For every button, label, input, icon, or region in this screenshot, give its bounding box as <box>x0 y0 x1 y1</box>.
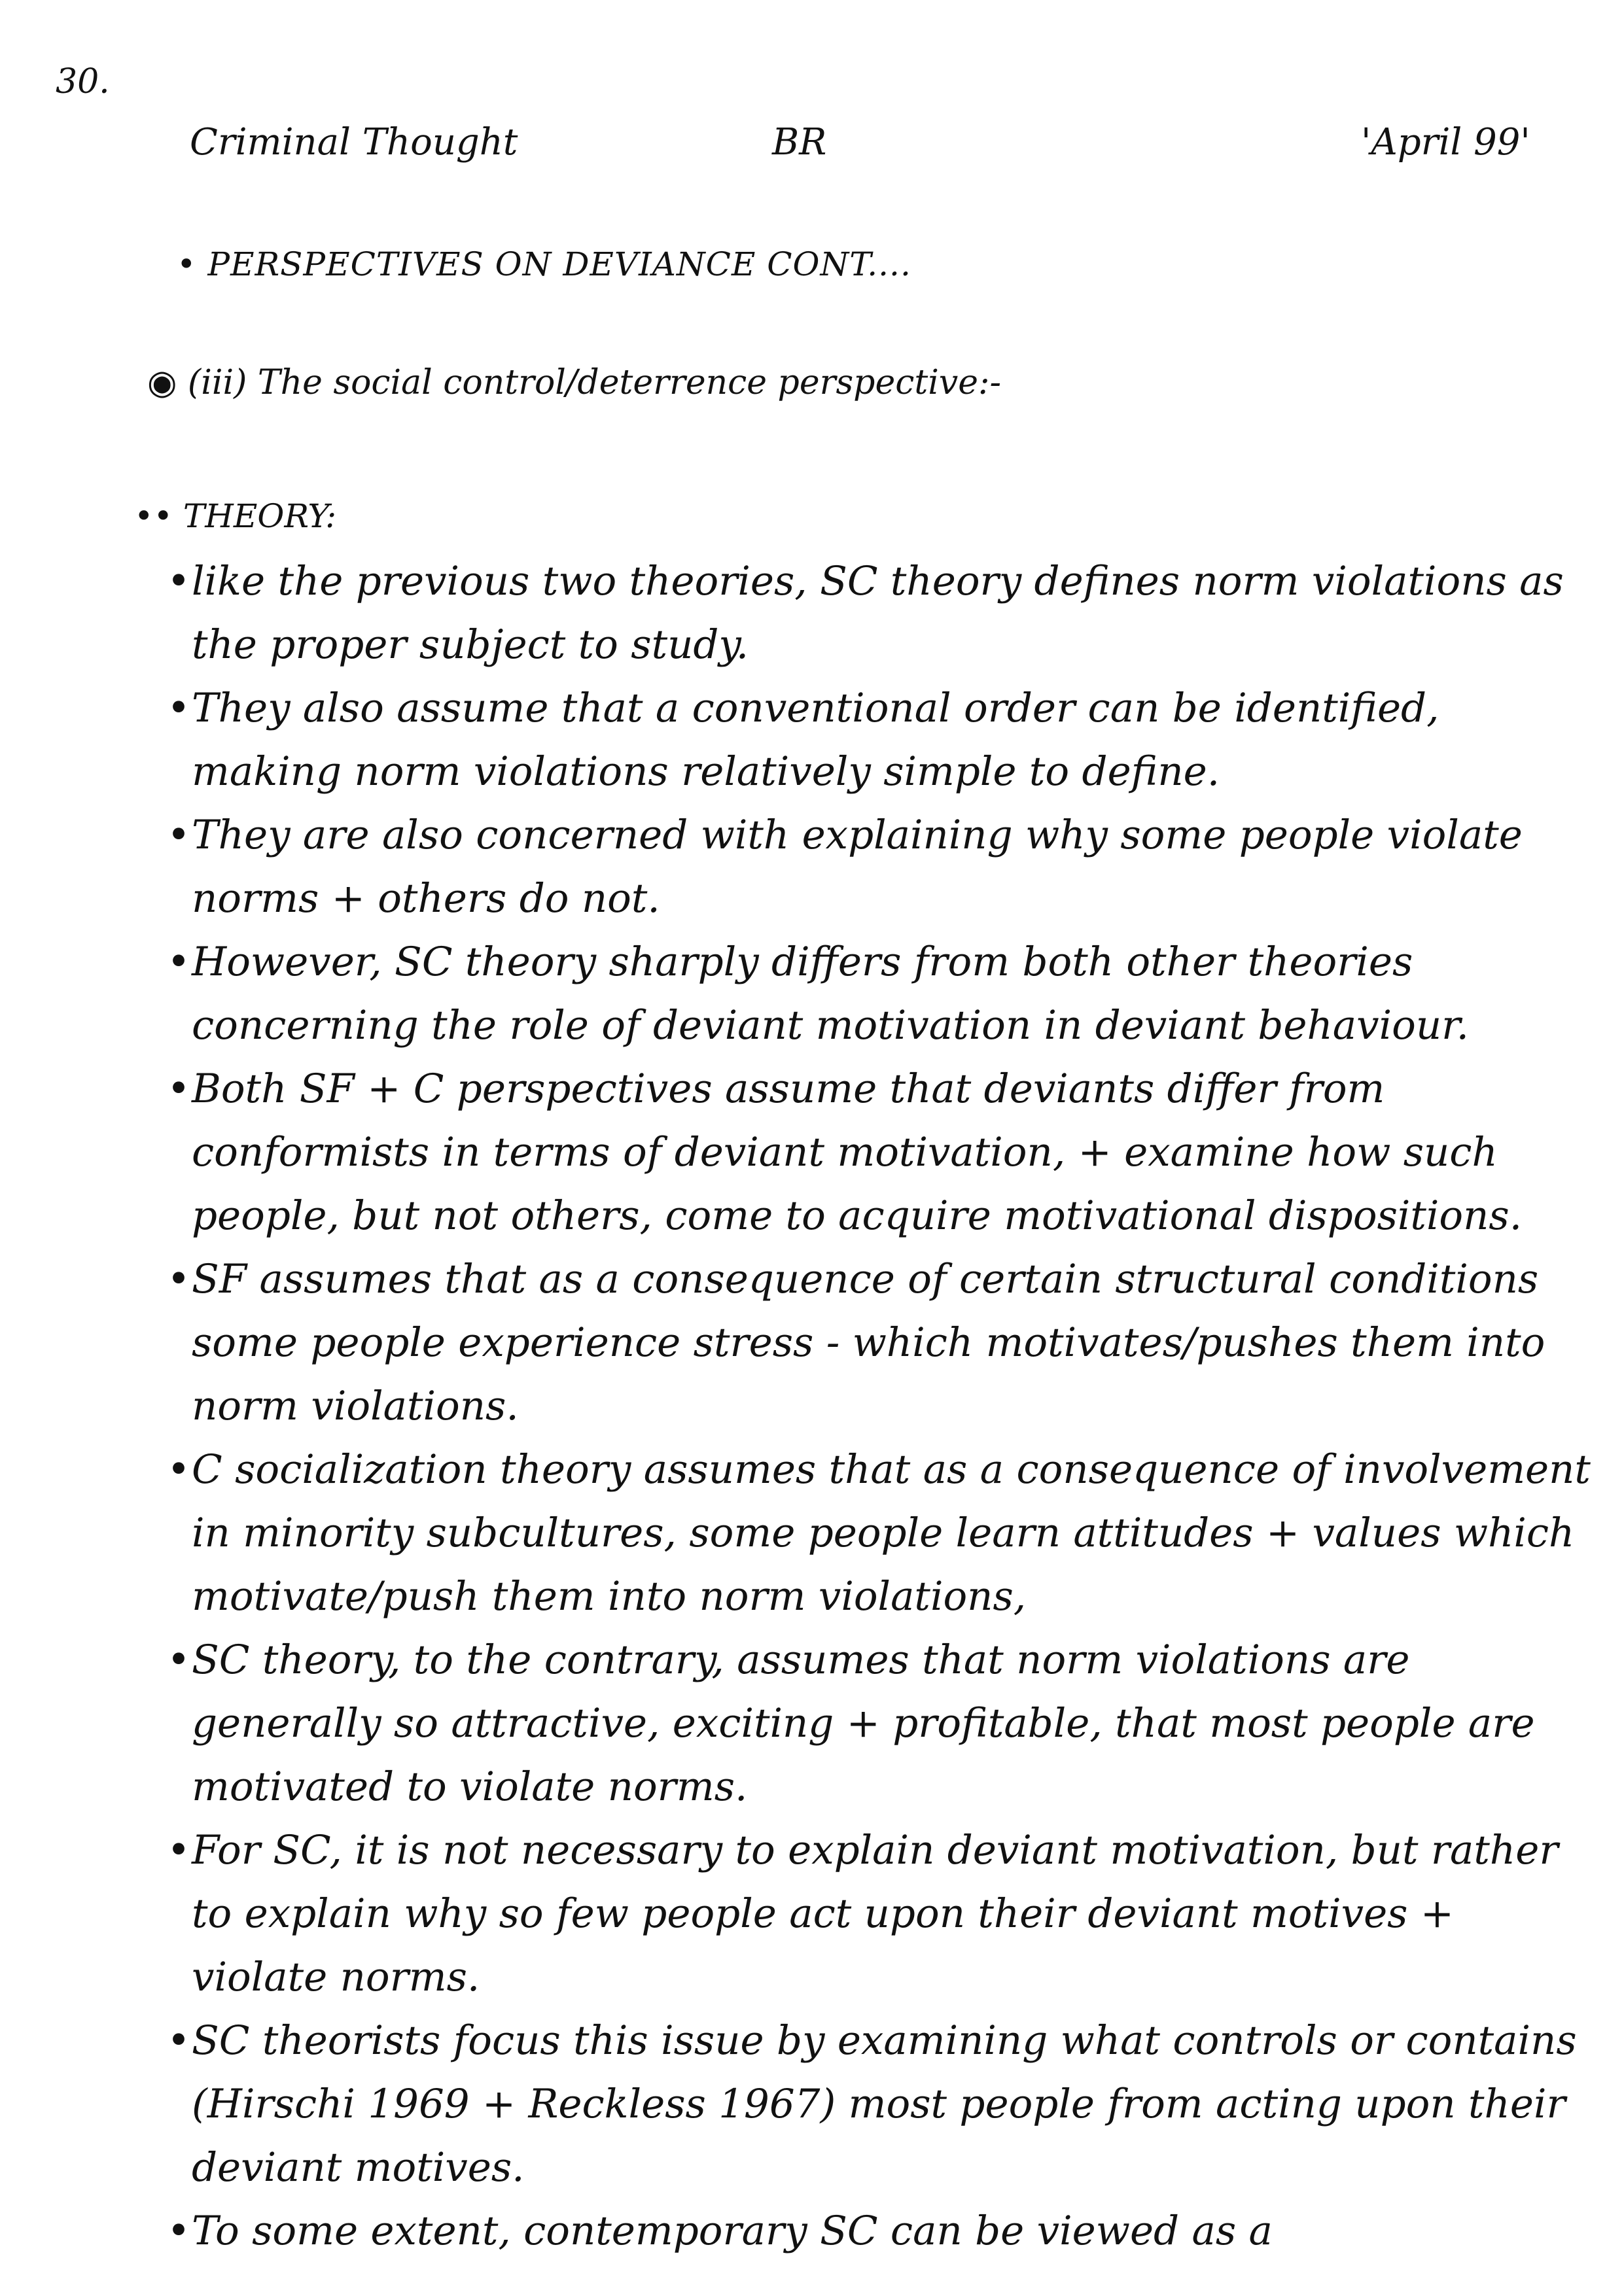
list-item <box>167 803 1593 930</box>
bullet-icon: • <box>167 812 190 858</box>
bullet-icon: • <box>167 939 190 985</box>
list-item <box>167 549 1593 676</box>
list-item <box>167 1438 1593 1628</box>
bullet-text: SC theory, to the contrary, assumes that norm violations are generally so attractive, exciting + profitable, that most people are motivated to violate norms. <box>192 1637 1535 1810</box>
bullet-icon: • <box>167 1637 190 1683</box>
bullet-icon: • <box>167 2017 190 2064</box>
bullet-text: SC theorists focus this issue by examining what controls or contains (Hirschi 1969 + Reckless 1967) most people from acting upon their deviant motives. <box>192 2017 1577 2191</box>
list-item <box>167 1818 1593 2009</box>
bullet-icon: • <box>167 2208 190 2254</box>
list-item <box>167 1247 1593 1438</box>
list-item <box>167 930 1593 1057</box>
bullet-text: However, SC theory sharply differs from both other theories concerning the role of deviant motivation in deviant behaviour. <box>192 939 1469 1049</box>
bullet-icon: • <box>167 1827 190 1873</box>
bullet-text: For SC, it is not necessary to explain deviant motivation, but rather to explain why so few people act upon their deviant motives + violate norms. <box>192 1827 1559 2000</box>
bullet-text: Both SF + C perspectives assume that deviants differ from conformists in terms of deviant motivation, + examine how such people, but not others, come to acquire motivational dispositions. <box>192 1066 1523 1239</box>
bullet-text: To some extent, contemporary SC can be viewed as a <box>192 2208 1273 2254</box>
header-title: Criminal Thought <box>190 121 518 164</box>
theory-label: •• THEORY: <box>134 497 337 535</box>
list-item <box>167 1628 1593 1818</box>
page-number: 30. <box>56 62 110 101</box>
list-item <box>167 2009 1593 2199</box>
bullet-text: They are also concerned with explaining why some people violate norms + others do not. <box>192 812 1523 922</box>
bullet-list <box>167 549 1593 2263</box>
bullet-icon: • <box>167 1446 190 1493</box>
circled-marker-icon: ◉ <box>147 363 188 402</box>
list-item <box>167 2199 1593 2263</box>
bullet-text: like the previous two theories, SC theory defines norm violations as the proper subject to study. <box>192 558 1564 668</box>
subheading-text: (iii) The social control/deterrence perspective:- <box>187 363 1002 402</box>
list-item <box>167 676 1593 803</box>
list-item <box>167 1057 1593 1247</box>
header-initials: BR <box>772 121 827 164</box>
header-date: 'April 99' <box>1361 121 1530 164</box>
bullet-icon: • <box>167 558 190 604</box>
bullet-icon: • <box>167 1066 190 1112</box>
bullet-text: SF assumes that as a consequence of certain structural conditions some people experience stress - which motivates/pushes them into norm violations. <box>192 1256 1545 1429</box>
subheading <box>147 363 1001 402</box>
bullet-icon: • <box>167 685 190 731</box>
section-heading: • PERSPECTIVES ON DEVIANCE CONT.... <box>177 245 911 283</box>
bullet-text: They also assume that a conventional order can be identified, making norm violations relatively simple to define. <box>192 685 1439 795</box>
bullet-icon: • <box>167 1256 190 1302</box>
bullet-text: C socialization theory assumes that as a consequence of involvement in minority subcultures, some people learn attitudes + values which motivate/push them into norm violations, <box>192 1446 1591 1620</box>
